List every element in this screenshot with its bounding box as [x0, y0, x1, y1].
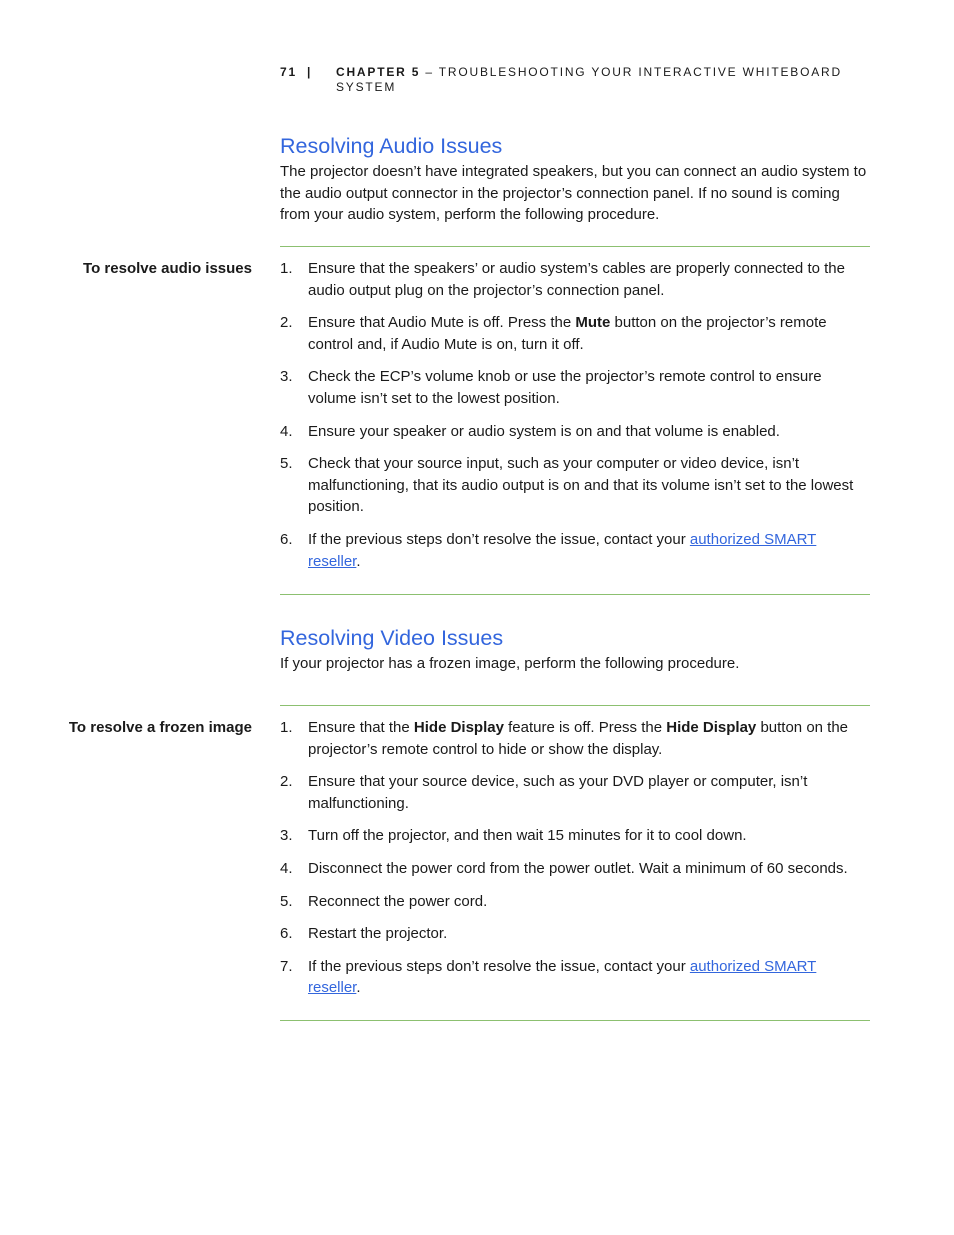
step-text: Turn off the projector, and then wait 15 minutes for it to cool down.: [308, 827, 747, 845]
audio-bottom-rule: [280, 594, 870, 595]
chapter-label: CHAPTER 5: [336, 65, 421, 79]
video-section-title: Resolving Video Issues: [280, 626, 504, 650]
step-text-part: .: [356, 552, 361, 570]
page-number: 71: [280, 65, 297, 79]
list-item: [280, 529, 872, 572]
list-item: [280, 453, 872, 518]
step-number: 3.: [280, 368, 293, 386]
step-text: [308, 958, 816, 997]
step-text: Ensure your speaker or audio system is on and that volume is enabled.: [308, 422, 780, 440]
step-number: 3.: [280, 827, 293, 845]
authorized-reseller-link[interactable]: authorized SMART reseller: [308, 957, 817, 997]
step-number: 7.: [280, 957, 293, 975]
step-text: Ensure that your source device, such as your DVD player or computer, isn’t malfunctioning.: [308, 773, 808, 812]
step-text: Check that your source input, such as your computer or video device, isn’t malfunctioning, that its audio output is on and that its volume isn’t set to the lowest position.: [308, 455, 854, 516]
list-item: [280, 312, 872, 355]
list-item: [280, 923, 872, 945]
step-number: 1.: [280, 719, 293, 736]
step-text: [308, 314, 827, 353]
running-header: [280, 65, 850, 95]
list-item: [280, 717, 872, 760]
step-text: Ensure that the speakers’ or audio system’s cables are properly connected to the audio output plug on the projector’s connection panel.: [308, 260, 845, 299]
audio-intro: The projector doesn’t have integrated speakers, but you can connect an audio system to the audio output connector in the projector’s connection panel. If no sound is coming from your audio system, perform the following procedure.: [280, 163, 867, 224]
audio-section-title: Resolving Audio Issues: [280, 134, 503, 158]
list-item: [280, 366, 872, 409]
video-procedure-label: To resolve a frozen image: [68, 719, 252, 736]
list-item: [280, 258, 872, 301]
video-steps-list: [280, 717, 872, 1010]
step-text-part: feature is off. Press the: [503, 719, 667, 736]
step-number: 2.: [280, 773, 293, 791]
step-text: Check the ECP’s volume knob or use the projector’s remote control to ensure volume isn’t set to the lowest position.: [308, 368, 822, 407]
list-item: [280, 858, 872, 880]
step-text-part: Ensure that the: [308, 719, 414, 736]
step-text: [308, 531, 816, 570]
mute-button-term: Mute: [575, 314, 611, 332]
step-number: 5.: [280, 892, 293, 910]
step-text-part: Ensure that Audio Mute is off. Press the: [308, 314, 576, 332]
step-number: 5.: [280, 455, 293, 473]
step-text: Restart the projector.: [308, 925, 448, 943]
list-item: [280, 825, 872, 847]
authorized-reseller-link[interactable]: authorized SMART reseller: [308, 530, 817, 570]
audio-top-rule: [280, 246, 870, 247]
list-item: [280, 956, 872, 999]
step-text: Disconnect the power cord from the power outlet. Wait a minimum of 60 seconds.: [308, 859, 848, 877]
step-text: [308, 719, 848, 758]
chapter-title: [336, 65, 850, 95]
list-item: [280, 421, 872, 443]
video-bottom-rule: [280, 1020, 870, 1021]
step-text-part: If the previous steps don’t resolve the issue, contact your: [308, 530, 690, 548]
step-text-part: button on the projector’s remote control and, if Audio Mute is on, turn it off.: [308, 314, 827, 353]
step-text-part: If the previous steps don’t resolve the issue, contact your: [308, 957, 690, 975]
hide-display-button-term: Hide Display: [666, 719, 757, 736]
step-number: 6.: [280, 925, 293, 943]
step-text-part: button on the projector’s remote control to hide or show the display.: [308, 719, 849, 758]
step-text: Reconnect the power cord.: [308, 892, 488, 910]
step-number: 4.: [280, 859, 293, 877]
audio-steps-list: [280, 258, 872, 583]
step-number: 2.: [280, 314, 293, 332]
header-separator: |: [307, 65, 313, 79]
video-top-rule: [280, 705, 870, 706]
video-intro: If your projector has a frozen image, perform the following procedure.: [280, 655, 740, 672]
step-number: 4.: [280, 422, 293, 440]
audio-procedure-label: To resolve audio issues: [83, 260, 252, 277]
list-item: [280, 891, 872, 913]
step-number: 1.: [280, 260, 293, 277]
chapter-rest: – TROUBLESHOOTING YOUR INTERACTIVE WHITEBOARD SYSTEM: [336, 65, 842, 94]
step-text-part: .: [356, 979, 361, 997]
list-item: [280, 771, 872, 814]
step-number: 6.: [280, 530, 293, 548]
hide-display-term: Hide Display: [413, 719, 504, 736]
